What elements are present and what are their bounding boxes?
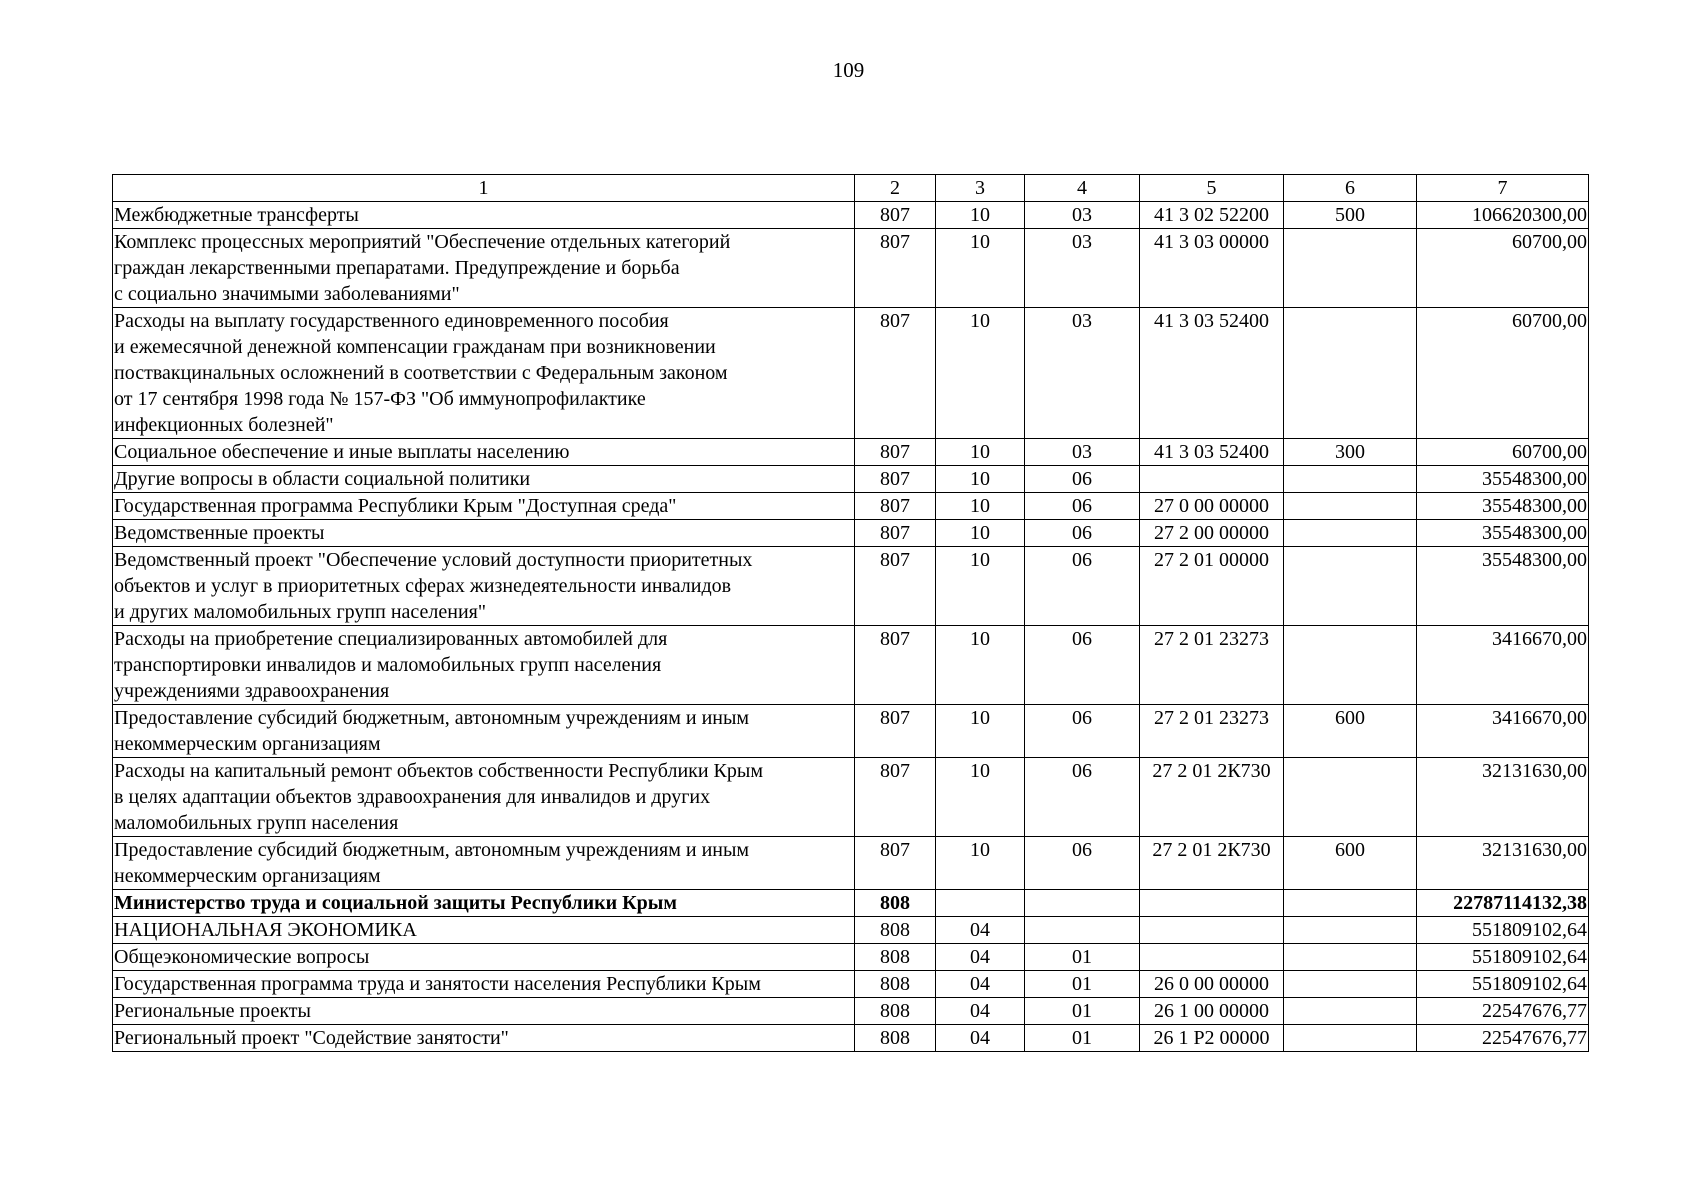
row-code-2: 807	[855, 202, 936, 229]
row-code-5: 41 3 03 00000	[1140, 229, 1284, 308]
table-row	[113, 1025, 1589, 1052]
row-code-6	[1284, 758, 1417, 837]
row-code-4: 01	[1025, 971, 1140, 998]
row-amount: 22547676,77	[1417, 998, 1589, 1025]
row-code-5: 27 0 00 00000	[1140, 493, 1284, 520]
row-code-4	[1025, 917, 1140, 944]
row-code-4	[1025, 890, 1140, 917]
row-code-4: 06	[1025, 547, 1140, 626]
row-code-5: 41 3 03 52400	[1140, 308, 1284, 439]
row-code-5: 27 2 01 00000	[1140, 547, 1284, 626]
table-row	[113, 202, 1589, 229]
row-code-5: 41 3 03 52400	[1140, 439, 1284, 466]
row-code-2: 808	[855, 917, 936, 944]
row-code-6	[1284, 466, 1417, 493]
row-code-2: 807	[855, 308, 936, 439]
table-row	[113, 466, 1589, 493]
row-code-5: 27 2 01 2К730	[1140, 758, 1284, 837]
row-code-2: 807	[855, 547, 936, 626]
table-row	[113, 758, 1589, 837]
row-amount: 60700,00	[1417, 229, 1589, 308]
row-code-5: 27 2 01 2К730	[1140, 837, 1284, 890]
row-amount: 551809102,64	[1417, 917, 1589, 944]
page-number: 109	[832, 58, 865, 82]
row-code-6	[1284, 1025, 1417, 1052]
row-code-2: 808	[855, 944, 936, 971]
row-amount: 60700,00	[1417, 439, 1589, 466]
row-code-6	[1284, 493, 1417, 520]
row-code-3: 10	[936, 202, 1025, 229]
row-code-6	[1284, 917, 1417, 944]
row-code-6	[1284, 308, 1417, 439]
column-header-2: 2	[855, 175, 936, 202]
row-code-6	[1284, 944, 1417, 971]
row-amount: 106620300,00	[1417, 202, 1589, 229]
row-amount: 551809102,64	[1417, 944, 1589, 971]
row-code-5: 27 2 01 23273	[1140, 626, 1284, 705]
row-code-4: 01	[1025, 944, 1140, 971]
row-code-6: 600	[1284, 837, 1417, 890]
row-code-5	[1140, 917, 1284, 944]
row-name: Расходы на выплату государственного единовременного пособия и ежемесячной денежной компенсации гражданам при возникновении поствакцинальных осложнений в соответствии с Федеральным законом от 17 сентября 1998 года № 157-ФЗ "Об иммунопрофилактике инфекционных болезней"	[113, 308, 855, 439]
row-code-3: 10	[936, 229, 1025, 308]
row-code-4: 03	[1025, 202, 1140, 229]
row-code-6: 500	[1284, 202, 1417, 229]
row-code-6	[1284, 547, 1417, 626]
row-code-6	[1284, 890, 1417, 917]
column-header-4: 4	[1025, 175, 1140, 202]
table-row	[113, 547, 1589, 626]
row-code-6	[1284, 229, 1417, 308]
row-code-3: 04	[936, 971, 1025, 998]
row-code-3: 04	[936, 944, 1025, 971]
row-amount: 22547676,77	[1417, 1025, 1589, 1052]
table-row	[113, 308, 1589, 439]
column-header-7: 7	[1417, 175, 1589, 202]
row-code-4: 03	[1025, 308, 1140, 439]
table-row	[113, 944, 1589, 971]
row-code-2: 808	[855, 971, 936, 998]
row-code-5: 27 2 00 00000	[1140, 520, 1284, 547]
column-header-6: 6	[1284, 175, 1417, 202]
row-code-2: 808	[855, 1025, 936, 1052]
row-code-3: 10	[936, 520, 1025, 547]
row-code-5	[1140, 890, 1284, 917]
row-code-6: 300	[1284, 439, 1417, 466]
row-amount: 35548300,00	[1417, 520, 1589, 547]
row-code-3: 10	[936, 758, 1025, 837]
row-code-4: 01	[1025, 1025, 1140, 1052]
row-amount: 35548300,00	[1417, 547, 1589, 626]
table-row	[113, 493, 1589, 520]
row-amount: 551809102,64	[1417, 971, 1589, 998]
row-amount: 32131630,00	[1417, 758, 1589, 837]
row-name: Общеэкономические вопросы	[113, 944, 855, 971]
row-amount: 3416670,00	[1417, 626, 1589, 705]
column-header-3: 3	[936, 175, 1025, 202]
row-code-3: 10	[936, 439, 1025, 466]
table-row	[113, 229, 1589, 308]
row-name: Социальное обеспечение и иные выплаты населению	[113, 439, 855, 466]
row-code-6: 600	[1284, 705, 1417, 758]
row-code-3	[936, 890, 1025, 917]
row-amount: 22787114132,38	[1417, 890, 1589, 917]
table-row	[113, 520, 1589, 547]
row-amount: 3416670,00	[1417, 705, 1589, 758]
row-code-4: 06	[1025, 626, 1140, 705]
table-row	[113, 971, 1589, 998]
row-code-5	[1140, 466, 1284, 493]
row-amount: 35548300,00	[1417, 493, 1589, 520]
row-code-3: 10	[936, 837, 1025, 890]
column-header-1: 1	[113, 175, 855, 202]
row-code-2: 807	[855, 439, 936, 466]
column-header-5: 5	[1140, 175, 1284, 202]
row-code-2: 808	[855, 890, 936, 917]
row-name: Ведомственные проекты	[113, 520, 855, 547]
table-body	[113, 202, 1589, 1052]
row-code-3: 10	[936, 308, 1025, 439]
row-code-4: 01	[1025, 998, 1140, 1025]
row-code-4: 03	[1025, 439, 1140, 466]
row-code-2: 807	[855, 229, 936, 308]
row-amount: 32131630,00	[1417, 837, 1589, 890]
table-row	[113, 917, 1589, 944]
row-code-3: 04	[936, 917, 1025, 944]
budget-table	[112, 174, 1589, 1052]
row-code-4: 06	[1025, 705, 1140, 758]
row-name: Расходы на приобретение специализированных автомобилей для транспортировки инвалидов и маломобильных групп населения учреждениями здравоохранения	[113, 626, 855, 705]
row-name: Ведомственный проект "Обеспечение условий доступности приоритетных объектов и услуг в приоритетных сферах жизнедеятельности инвалидов и других маломобильных групп населения"	[113, 547, 855, 626]
row-code-5: 26 1 Р2 00000	[1140, 1025, 1284, 1052]
row-code-5: 27 2 01 23273	[1140, 705, 1284, 758]
row-name: НАЦИОНАЛЬНАЯ ЭКОНОМИКА	[113, 917, 855, 944]
row-name: Государственная программа Республики Крым "Доступная среда"	[113, 493, 855, 520]
table-header-row	[113, 175, 1589, 202]
row-name: Предоставление субсидий бюджетным, автономным учреждениям и иным некоммерческим организациям	[113, 705, 855, 758]
row-amount: 60700,00	[1417, 308, 1589, 439]
row-code-5	[1140, 944, 1284, 971]
row-code-2: 807	[855, 705, 936, 758]
row-code-3: 04	[936, 1025, 1025, 1052]
row-name: Комплекс процессных мероприятий "Обеспечение отдельных категорий граждан лекарственными препаратами. Предупреждение и борьба с социально значимыми заболеваниями"	[113, 229, 855, 308]
row-code-3: 10	[936, 626, 1025, 705]
row-name: Региональный проект "Содействие занятости"	[113, 1025, 855, 1052]
table-row	[113, 626, 1589, 705]
row-code-2: 808	[855, 998, 936, 1025]
row-code-4: 06	[1025, 520, 1140, 547]
row-code-2: 807	[855, 837, 936, 890]
row-name: Региональные проекты	[113, 998, 855, 1025]
row-code-5: 26 1 00 00000	[1140, 998, 1284, 1025]
row-code-3: 04	[936, 998, 1025, 1025]
row-code-2: 807	[855, 466, 936, 493]
row-code-2: 807	[855, 626, 936, 705]
row-code-3: 10	[936, 705, 1025, 758]
row-code-4: 03	[1025, 229, 1140, 308]
row-code-2: 807	[855, 758, 936, 837]
row-name: Расходы на капитальный ремонт объектов собственности Республики Крым в целях адаптации объектов здравоохранения для инвалидов и других маломобильных групп населения	[113, 758, 855, 837]
row-code-3: 10	[936, 493, 1025, 520]
table-row	[113, 705, 1589, 758]
row-code-6	[1284, 998, 1417, 1025]
row-name: Другие вопросы в области социальной политики	[113, 466, 855, 493]
table-row	[113, 837, 1589, 890]
row-amount: 35548300,00	[1417, 466, 1589, 493]
table-row	[113, 890, 1589, 917]
table-row	[113, 439, 1589, 466]
row-name: Межбюджетные трансферты	[113, 202, 855, 229]
row-code-2: 807	[855, 520, 936, 547]
row-code-3: 10	[936, 466, 1025, 493]
row-code-6	[1284, 626, 1417, 705]
row-code-5: 26 0 00 00000	[1140, 971, 1284, 998]
row-code-6	[1284, 971, 1417, 998]
row-code-2: 807	[855, 493, 936, 520]
row-name: Министерство труда и социальной защиты Республики Крым	[113, 890, 855, 917]
row-code-4: 06	[1025, 493, 1140, 520]
row-code-4: 06	[1025, 837, 1140, 890]
table-row	[113, 998, 1589, 1025]
row-code-6	[1284, 520, 1417, 547]
row-name: Предоставление субсидий бюджетным, автономным учреждениям и иным некоммерческим организациям	[113, 837, 855, 890]
row-code-4: 06	[1025, 466, 1140, 493]
row-name: Государственная программа труда и занятости населения Республики Крым	[113, 971, 855, 998]
row-code-4: 06	[1025, 758, 1140, 837]
row-code-5: 41 3 02 52200	[1140, 202, 1284, 229]
row-code-3: 10	[936, 547, 1025, 626]
